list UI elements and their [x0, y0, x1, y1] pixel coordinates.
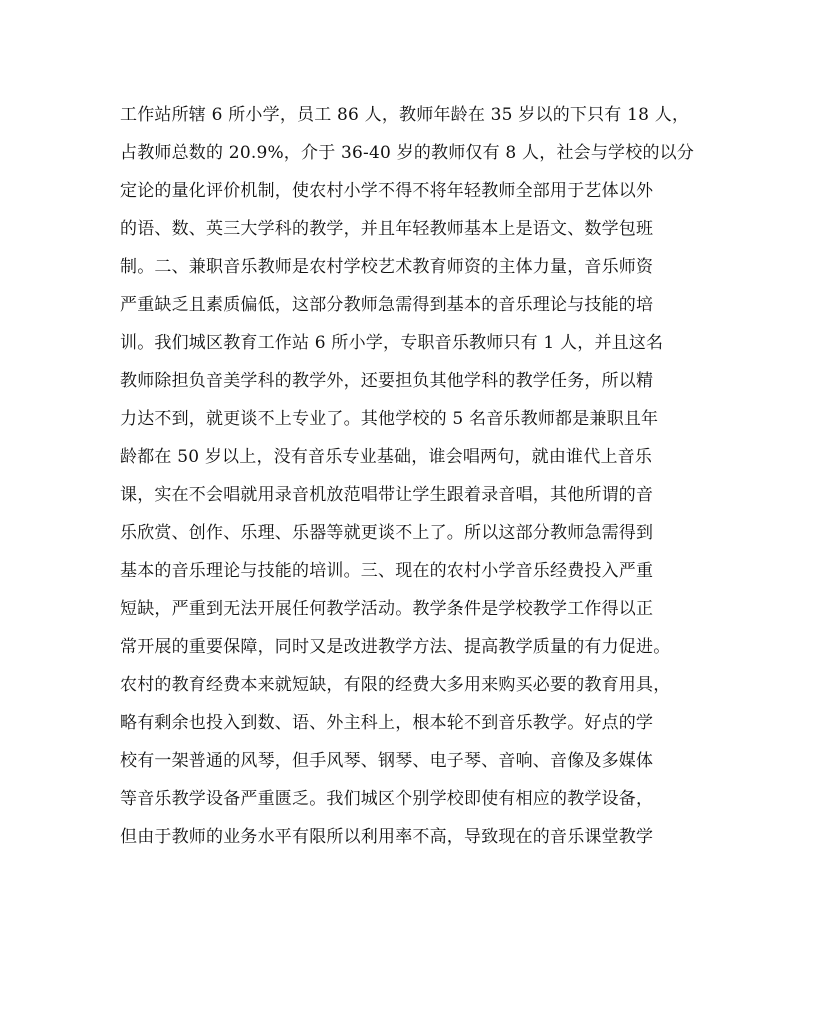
text-line: 的语、数、英三大学科的教学，并且年轻教师基本上是语文、数学包班 [120, 219, 654, 239]
text-line: 制。二、兼职音乐教师是农村学校艺术教育师资的主体力量，音乐师资 [120, 257, 654, 277]
text-line: 乐欣赏、创作、乐理、乐器等就更谈不上了。所以这部分教师急需得到 [120, 523, 654, 543]
text-line: 农村的教育经费本来就短缺，有限的经费大多用来购买必要的教育用具， [120, 675, 671, 695]
text-line: 基本的音乐理论与技能的培训。三、现在的农村小学音乐经费投入严重 [120, 561, 654, 581]
text-line: 占教师总数的 20.9%，介于 36-40 岁的教师仅有 8 人，社会与学校的以分 [120, 143, 695, 163]
text-line: 短缺，严重到无法开展任何教学活动。教学条件是学校教学工作得以正 [120, 599, 654, 619]
text-line: 略有剩余也投入到数、语、外主科上，根本轮不到音乐教学。好点的学 [120, 713, 654, 733]
text-line: 等音乐教学设备严重匮乏。我们城区个别学校即使有相应的教学设备， [120, 789, 654, 809]
text-line: 课，实在不会唱就用录音机放范唱带让学生跟着录音唱，其他所谓的音 [120, 485, 654, 505]
body-text [120, 96, 700, 856]
text-line: 严重缺乏且素质偏低，这部分教师急需得到基本的音乐理论与技能的培 [120, 295, 654, 315]
text-line: 定论的量化评价机制，使农村小学不得不将年轻教师全部用于艺体以外 [120, 181, 654, 201]
text-line: 常开展的重要保障，同时又是改进教学方法、提高教学质量的有力促进。 [120, 637, 671, 657]
text-line: 龄都在 50 岁以上，没有音乐专业基础，谁会唱两句，就由谁代上音乐 [120, 447, 653, 467]
text-line: 但由于教师的业务水平有限所以利用率不高，导致现在的音乐课堂教学 [120, 827, 654, 847]
text-line: 力达不到，就更谈不上专业了。其他学校的 5 名音乐教师都是兼职且年 [120, 409, 659, 429]
text-line: 训。我们城区教育工作站 6 所小学，专职音乐教师只有 1 人，并且这名 [120, 333, 664, 353]
text-line: 工作站所辖 6 所小学，员工 86 人，教师年龄在 35 岁以的下只有 18 人， [120, 105, 690, 125]
text-line: 校有一架普通的风琴，但手风琴、钢琴、电子琴、音响、音像及多媒体 [120, 751, 654, 771]
text-line: 教师除担负音美学科的教学外，还要担负其他学科的教学任务，所以精 [120, 371, 654, 391]
